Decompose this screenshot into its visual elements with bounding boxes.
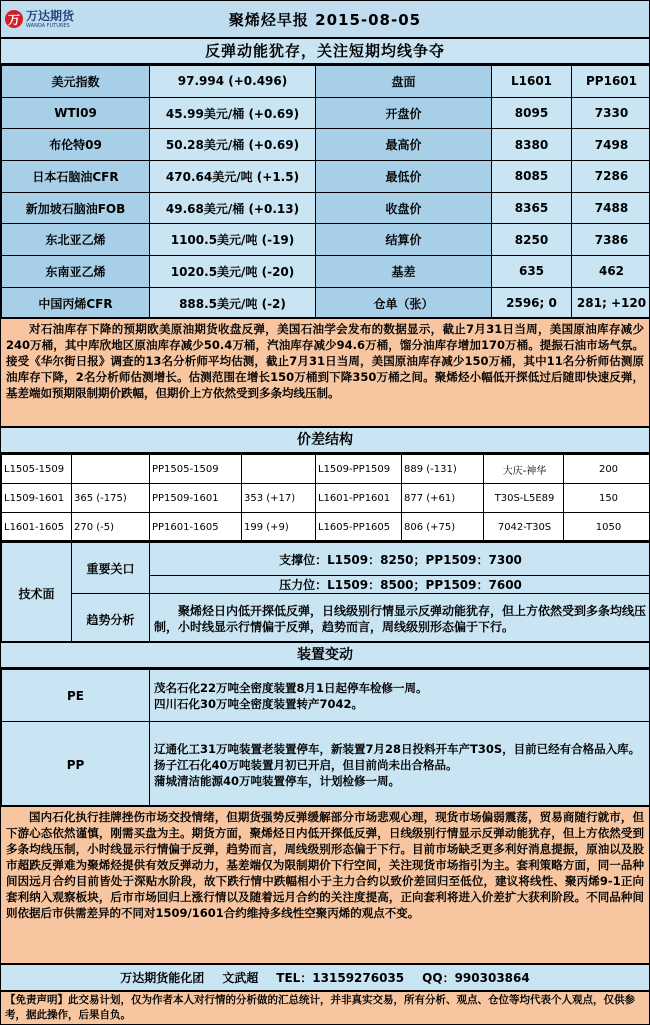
row-pp: 7488 — [572, 192, 650, 224]
spread-cell: L1601-1605 — [2, 513, 72, 542]
equipment-section-title: 装置变动 — [0, 642, 650, 668]
row-l: 8095 — [492, 97, 572, 129]
table-row — [2, 97, 650, 129]
report-title: 聚烯烃早报 2015-08-05 — [228, 10, 422, 29]
table-row — [2, 129, 650, 161]
equip-line: 四川石化30万吨全密度装置转产7042。 — [154, 696, 364, 711]
technical-section — [0, 541, 650, 642]
row-l: 8365 — [492, 192, 572, 224]
row-value: 50.28美元/桶 (+0.69) — [150, 129, 316, 161]
row-pp: 7386 — [572, 224, 650, 256]
crude-oil-analysis: 对石油库存下降的预期欧美原油期货收盘反弹，美国石油学会发布的数据显示，截止7月31日当周，美国原油库存减少240万桶，其中库欣地区原油库存减少50.4万桶，汽油库存减少94.6万桶，馏分油库存增加170万桶。提振石油市场气氛。接受《华尔街日报》调查的13名分析师平均估测，截止7月31日当周，美国原油库存减少150万桶，其中11名分析师估测原油库存下降，2名分析师估测增长。估测范围在增长150万桶到下降350万桶之间。聚烯烃小幅低开探低过后随即快速反弹，基差端如预期限制期价跌幅，但期价上方依然受到多条均线压制。 — [0, 318, 650, 427]
row-value: 49.68美元/桶 (+0.13) — [150, 192, 316, 224]
row-name: 美元指数 — [2, 66, 150, 98]
spread-cell: L1509-1601 — [2, 484, 72, 513]
footer-tel: TEL：13159276035 — [276, 971, 405, 985]
row-pp: 462 — [572, 256, 650, 288]
spread-cell: 365 (-175) — [72, 484, 150, 513]
row-value: 1100.5美元/吨 (-19) — [150, 224, 316, 256]
row-pp: 7498 — [572, 129, 650, 161]
row-key: 仓单（张） — [316, 287, 492, 318]
spread-cell: 806 (+75) — [402, 513, 484, 542]
market-table — [0, 64, 650, 318]
equip-product: PE — [2, 670, 150, 722]
row-value: 470.64美元/吨 (+1.5) — [150, 161, 316, 193]
company-logo — [1, 1, 87, 37]
logo-name-en: WANDA FUTURES — [26, 22, 70, 29]
table-row — [2, 192, 650, 224]
report-subtitle: 反弹动能犹存，关注短期均线争夺 — [0, 38, 650, 64]
spread-cell: 889 (-131) — [402, 455, 484, 484]
spread-cell — [72, 455, 150, 484]
table-row — [2, 224, 650, 256]
row-key: 最低价 — [316, 161, 492, 193]
equipment-table — [0, 668, 650, 806]
row-key: 结算价 — [316, 224, 492, 256]
table-row — [2, 256, 650, 288]
spread-cell: 353 (+17) — [242, 484, 316, 513]
table-row — [2, 594, 650, 643]
row-l: 2596; 0 — [492, 287, 572, 318]
table-row — [2, 161, 650, 193]
row-name: 中国丙烯CFR — [2, 287, 150, 318]
spread-cell: T30S-L5E89 — [484, 484, 564, 513]
spread-cell: 200 — [564, 455, 650, 484]
spread-cell: L1605-PP1605 — [316, 513, 402, 542]
equip-line: 茂名石化22万吨全密度装置8月1日起停车检修一周。 — [154, 680, 428, 695]
equip-line: 蒲城清洁能源40万吨装置停车，计划检修一周。 — [154, 773, 401, 788]
equip-line: 辽通化工31万吨装置老装置停车，新装置7月28日投料开车产T30S，目前已经有合格品入库。 — [154, 741, 641, 756]
table-row — [2, 670, 650, 722]
key-level-label: 重要关口 — [72, 543, 150, 594]
row-name: WTI09 — [2, 97, 150, 129]
spread-cell: PP1505-1509 — [150, 455, 242, 484]
row-key: 基差 — [316, 256, 492, 288]
equip-product: PP — [2, 722, 150, 807]
row-name: 东北亚乙烯 — [2, 224, 150, 256]
row-l: 8085 — [492, 161, 572, 193]
spread-section-title: 价差结构 — [0, 427, 650, 453]
spread-cell: 1050 — [564, 513, 650, 542]
report-footer — [0, 964, 650, 991]
row-l: 8380 — [492, 129, 572, 161]
equip-line: 扬子江石化40万吨装置月初已开启，但目前尚未出合格品。 — [154, 757, 458, 772]
row-key: 收盘价 — [316, 192, 492, 224]
spread-cell: 大庆-神华 — [484, 455, 564, 484]
table-row — [2, 543, 650, 576]
market-outlook: 国内石化执行挂牌挫伤市场交投情绪，但期货强势反弹缓解部分市场悲观心理，现货市场偏弱震荡，贸易商随行就市，但下游心态依然谨慎，刚需买盘为主。期货方面，聚烯烃日内低开探低反弹，日线级别行情显示反弹动能犹存，但上方依然受到多条均线压制，小时线显示行情偏于反弹，趋势而言，周线级别形态偏于下行。目前市场缺乏更多利好消息提振，原油以及股市超跌反弹难为聚烯烃提供有效反弹动力，基差端仅为限制期价下行空间，关注现货市场指引为主。套利策略方面，同一品种间因远月合约目前皆处于深贴水阶段，故下跌行情中跌幅相小于主力合约以致价差回归至低位，建议将线性、聚丙烯9-1正向套利纳入观察板块，后市市场回归上涨行情以及随着远月合约的关注度提高，正向套利将进入价差扩大获利阶段。不同品种间则依据后市供需差异的不同对1509/1601合约维持多线性空聚丙烯的观点不变。 — [0, 806, 650, 964]
table-row — [2, 484, 650, 513]
row-value: 45.99美元/桶 (+0.69) — [150, 97, 316, 129]
spread-cell — [242, 455, 316, 484]
row-name: 布伦特09 — [2, 129, 150, 161]
spread-cell: 199 (+9) — [242, 513, 316, 542]
row-value: 1020.5美元/吨 (-20) — [150, 256, 316, 288]
logo-name-cn: 万达期货 — [26, 8, 75, 23]
row-key: 开盘价 — [316, 97, 492, 129]
footer-qq: QQ：990303864 — [422, 971, 530, 985]
table-row — [2, 722, 650, 807]
equip-details — [150, 670, 650, 722]
footer-author: 文武超 — [222, 971, 259, 985]
row-value: 97.994 (+0.496) — [150, 66, 316, 98]
spread-table — [0, 453, 650, 541]
row-value: 888.5美元/吨 (-2) — [150, 287, 316, 318]
col-header-l: L1601 — [492, 66, 572, 98]
wanda-logo-icon: 万 — [5, 10, 23, 28]
spread-cell: L1601-PP1601 — [316, 484, 402, 513]
table-row — [2, 287, 650, 318]
spread-cell: L1505-1509 — [2, 455, 72, 484]
support-level: 支撑位：L1509：8250；PP1509：7300 — [150, 543, 650, 576]
trend-analysis: 聚烯烃日内低开探低反弹，日线级别行情显示反弹动能犹存，但上方依然受到多条均线压制，小时线显示行情偏于反弹，趋势而言，周线级别形态偏于下行。 — [150, 594, 650, 643]
spread-cell: PP1601-1605 — [150, 513, 242, 542]
spread-cell: L1509-PP1509 — [316, 455, 402, 484]
row-name: 新加坡石脑油FOB — [2, 192, 150, 224]
spread-cell: 7042-T30S — [484, 513, 564, 542]
row-name: 东南亚乙烯 — [2, 256, 150, 288]
spread-cell: 150 — [564, 484, 650, 513]
row-pp: 7286 — [572, 161, 650, 193]
spread-cell: 877 (+61) — [402, 484, 484, 513]
table-row — [2, 513, 650, 542]
row-pp: 281; +120 — [572, 287, 650, 318]
row-key: 最高价 — [316, 129, 492, 161]
report-header — [0, 0, 650, 38]
resistance-level: 压力位：L1509：8500；PP1509：7600 — [150, 576, 650, 594]
row-l: 8250 — [492, 224, 572, 256]
spread-cell: 270 (-5) — [72, 513, 150, 542]
table-row — [2, 66, 650, 98]
footer-org: 万达期货能化团 — [120, 971, 205, 985]
row-l: 635 — [492, 256, 572, 288]
row-name: 日本石脑油CFR — [2, 161, 150, 193]
tech-label: 技术面 — [2, 543, 72, 643]
col-header-pan: 盘面 — [316, 66, 492, 98]
table-row — [2, 455, 650, 484]
trend-label: 趋势分析 — [72, 594, 150, 643]
spread-cell: PP1509-1601 — [150, 484, 242, 513]
col-header-pp: PP1601 — [572, 66, 650, 98]
disclaimer: 【免责声明】此交易计划，仅为作者本人对行情的分析做的汇总统计，并非真实交易，所有分析、观点、仓位等均代表个人观点，仅供参考，据此操作，后果自负。 — [0, 991, 650, 1025]
row-pp: 7330 — [572, 97, 650, 129]
equip-details — [150, 722, 650, 807]
